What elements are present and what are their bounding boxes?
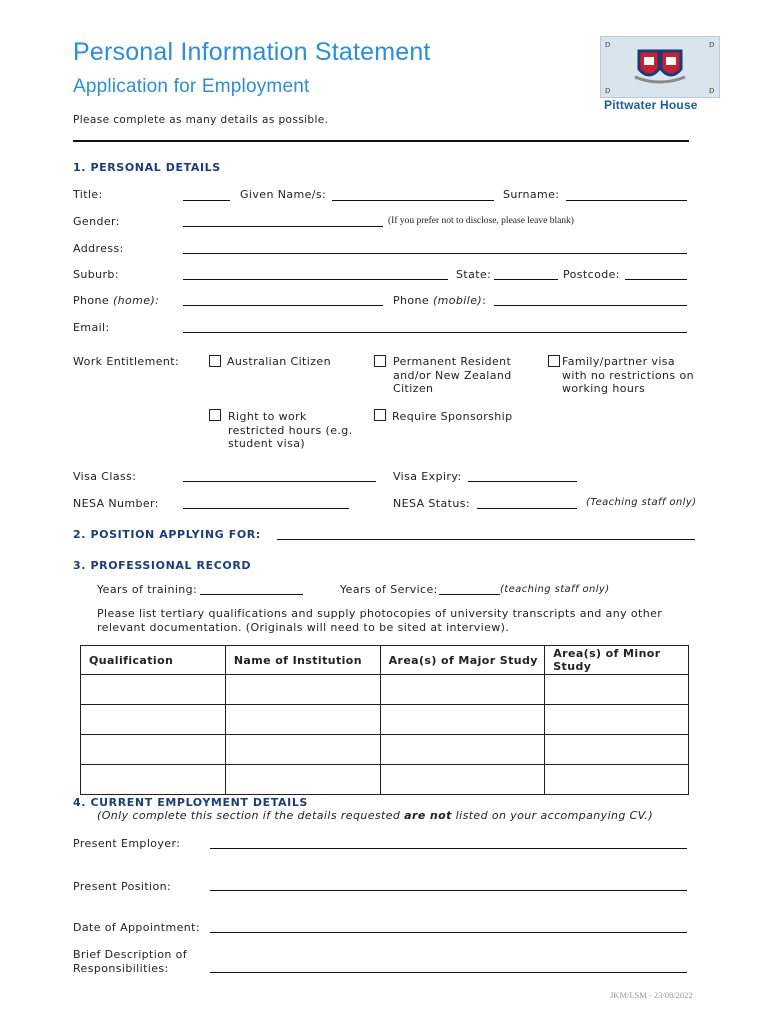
years-training-label: Years of training:: [97, 583, 198, 596]
present-employer-label: Present Employer:: [73, 837, 181, 850]
column-header-minor-study: Area(s) of Minor Study: [545, 646, 689, 675]
permanent-resident-line-1: Permanent Resident: [393, 355, 512, 368]
table-cell[interactable]: [545, 705, 689, 735]
nesa-number-field[interactable]: [183, 508, 349, 509]
checkbox-family-visa[interactable]: [548, 355, 560, 367]
restricted-hours-line-1: Right to work: [228, 410, 307, 423]
table-cell[interactable]: [380, 675, 545, 705]
restricted-hours-line-2: restricted hours (e.g.: [228, 423, 353, 437]
svg-text:D: D: [605, 41, 611, 49]
title-label: Title:: [73, 188, 103, 201]
table-cell[interactable]: [545, 675, 689, 705]
phone-home-text: Phone: [73, 294, 110, 307]
email-label: Email:: [73, 321, 110, 334]
employment-note: [97, 809, 653, 822]
section-heading-personal: 1. PERSONAL DETAILS: [73, 161, 221, 174]
family-visa-line-1: Family/partner visa: [562, 355, 676, 368]
responsibilities-line-1: Brief Description of: [73, 948, 188, 961]
crest-icon: [601, 37, 719, 97]
suburb-label: Suburb:: [73, 268, 119, 281]
visa-class-field[interactable]: [183, 481, 376, 482]
position-field[interactable]: [277, 539, 695, 540]
years-training-field[interactable]: [200, 594, 303, 595]
surname-field[interactable]: [566, 200, 687, 201]
column-header-major-study: Area(s) of Major Study: [380, 646, 545, 675]
family-visa-label: [562, 355, 694, 396]
state-label: State:: [456, 268, 492, 281]
table-cell[interactable]: [225, 705, 380, 735]
table-cell[interactable]: [81, 705, 226, 735]
nesa-number-label: NESA Number:: [73, 497, 159, 510]
phone-mobile-colon: :: [482, 294, 487, 307]
family-visa-line-2: with no restrictions on: [562, 368, 694, 382]
section-heading-employment: 4. CURRENT EMPLOYMENT DETAILS: [73, 796, 308, 809]
visa-expiry-label: Visa Expiry:: [393, 470, 462, 483]
instructions-line-1: Please list tertiary qualifications and supply photocopies of university transcripts and any other: [97, 607, 663, 620]
employment-note-emphasis: are not: [404, 809, 452, 822]
gender-field[interactable]: [183, 226, 383, 227]
postcode-field[interactable]: [625, 279, 687, 280]
table-cell[interactable]: [81, 735, 226, 765]
table-cell[interactable]: [225, 675, 380, 705]
employment-note-start: (Only complete this section if the details requested: [97, 809, 405, 822]
years-service-note: (teaching staff only): [500, 584, 610, 595]
gender-note: (If you prefer not to disclose, please leave blank): [388, 216, 574, 226]
restricted-hours-label: [228, 410, 353, 451]
column-header-qualification: Qualification: [81, 646, 226, 675]
section-heading-professional: 3. PROFESSIONAL RECORD: [73, 559, 252, 572]
table-row: [81, 705, 689, 735]
appointment-date-field[interactable]: [210, 932, 687, 933]
logo-caption: Pittwater House: [604, 98, 698, 112]
table-header-row: [81, 646, 689, 675]
table-cell[interactable]: [380, 765, 545, 795]
nesa-note: (Teaching staff only): [586, 497, 697, 508]
work-entitlement-label: Work Entitlement:: [73, 355, 180, 368]
table-cell[interactable]: [545, 765, 689, 795]
table-cell[interactable]: [380, 735, 545, 765]
phone-mobile-qualifier: (mobile): [432, 294, 483, 307]
page-title: Personal Information Statement: [73, 38, 431, 66]
nesa-status-label: NESA Status:: [393, 497, 470, 510]
permanent-resident-line-3: Citizen: [393, 382, 434, 395]
responsibilities-line-2: Responsibilities:: [73, 961, 169, 975]
require-sponsorship-label: Require Sponsorship: [392, 410, 513, 423]
given-name-label: Given Name/s:: [240, 188, 327, 201]
checkbox-australian-citizen[interactable]: [209, 355, 221, 367]
qualifications-table: [80, 645, 689, 795]
restricted-hours-line-3: student visa): [228, 437, 306, 450]
nesa-status-field[interactable]: [477, 508, 577, 509]
header-divider: [73, 140, 689, 142]
table-cell[interactable]: [225, 735, 380, 765]
checkbox-permanent-resident[interactable]: [374, 355, 386, 367]
postcode-label: Postcode:: [563, 268, 620, 281]
table-cell[interactable]: [545, 735, 689, 765]
school-logo: [600, 36, 720, 98]
intro-text: Please complete as many details as possible.: [73, 114, 329, 126]
phone-mobile-text: Phone: [393, 294, 430, 307]
visa-class-label: Visa Class:: [73, 470, 137, 483]
phone-home-label: [73, 294, 159, 307]
table-row: [81, 765, 689, 795]
australian-citizen-label: Australian Citizen: [227, 355, 331, 368]
present-employer-field[interactable]: [210, 848, 687, 849]
qualifications-instructions: [97, 607, 662, 634]
table-row: [81, 675, 689, 705]
responsibilities-label: [73, 948, 187, 975]
phone-home-qualifier: (home):: [112, 294, 160, 307]
svg-text:D: D: [709, 41, 715, 49]
email-field[interactable]: [183, 332, 687, 333]
address-field[interactable]: [183, 253, 687, 254]
phone-mobile-field[interactable]: [494, 305, 687, 306]
given-name-field[interactable]: [332, 200, 494, 201]
title-field[interactable]: [183, 200, 230, 201]
checkbox-require-sponsorship[interactable]: [374, 409, 386, 421]
section-heading-position: 2. POSITION APPLYING FOR:: [73, 528, 261, 541]
suburb-field[interactable]: [183, 279, 448, 280]
document-footer: JKM/LSM - 23/08/2022: [610, 990, 693, 1000]
employment-note-end: listed on your accompanying CV.): [451, 809, 654, 822]
checkbox-restricted-hours[interactable]: [209, 409, 221, 421]
table-cell[interactable]: [81, 765, 226, 795]
table-cell[interactable]: [225, 765, 380, 795]
svg-text:D: D: [709, 87, 715, 95]
appointment-date-label: Date of Appointment:: [73, 921, 200, 934]
surname-label: Surname:: [503, 188, 560, 201]
permanent-resident-line-2: and/or New Zealand: [393, 368, 512, 382]
svg-text:D: D: [605, 87, 611, 95]
instructions-line-2: relevant documentation. (Originals will need to be sited at interview).: [97, 620, 510, 634]
table-cell[interactable]: [81, 675, 226, 705]
responsibilities-field[interactable]: [210, 972, 687, 973]
phone-mobile-label: [393, 294, 486, 307]
table-cell[interactable]: [380, 705, 545, 735]
visa-expiry-field[interactable]: [468, 481, 577, 482]
table-row: [81, 735, 689, 765]
page-subtitle: Application for Employment: [73, 76, 310, 97]
present-position-label: Present Position:: [73, 880, 172, 893]
gender-label: Gender:: [73, 215, 120, 228]
state-field[interactable]: [494, 279, 558, 280]
years-service-field[interactable]: [439, 594, 500, 595]
present-position-field[interactable]: [210, 890, 687, 891]
column-header-institution: Name of Institution: [225, 646, 380, 675]
years-service-label: Years of Service:: [340, 583, 438, 596]
permanent-resident-label: [393, 355, 512, 396]
phone-home-field[interactable]: [183, 305, 383, 306]
family-visa-line-3: working hours: [562, 382, 646, 395]
address-label: Address:: [73, 242, 124, 255]
